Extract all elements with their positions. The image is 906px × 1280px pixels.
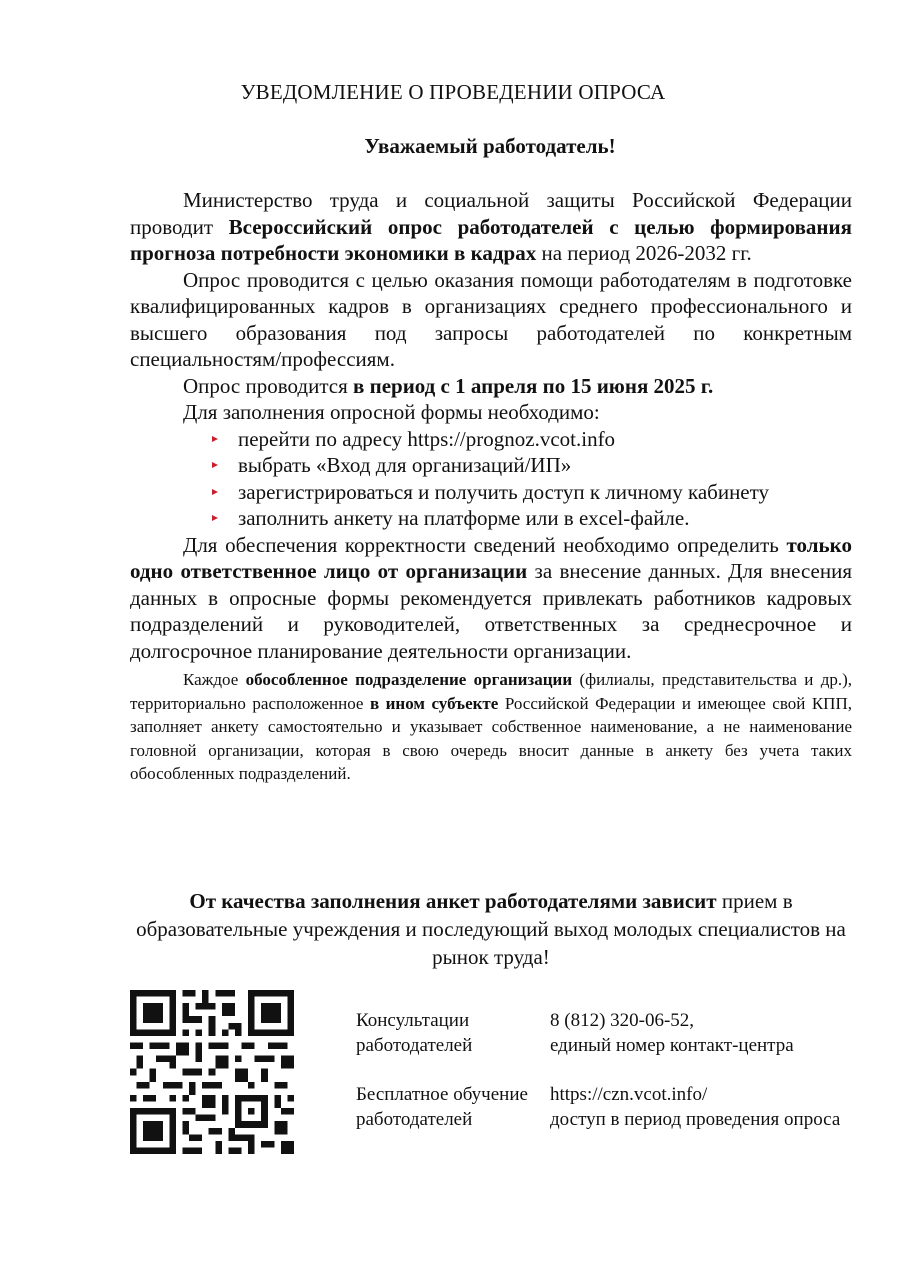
red-triangle-bullet-icon [212,489,218,495]
branches-text-3: Российской Федерации и имеющее свой КПП, заполняет анкету самостоятельно и указывает собственное наименование, а не наименование головной организации, которая в свою очередь вносит данные в анкету без учета таких обособленных подразделений. [130,693,852,783]
paragraph-purpose: Опрос проводится с целью оказания помощи работодателям в подготовке квалифицированных кадров в организациях среднего профессионального и высшего образования под запросы работодателей по конкретным специальностям/профессиям. [130,267,852,371]
red-triangle-bullet-icon [212,436,218,442]
step-text: выбрать «Вход для организаций/ИП» [238,453,572,477]
greeting: Уважаемый работодатель! [364,134,616,158]
paragraph-branches [130,668,852,786]
red-triangle-bullet-icon [212,462,218,468]
red-triangle-bullet-icon [212,515,218,521]
contact-value [550,1082,842,1132]
paragraph-dates [130,373,852,400]
step-text: зарегистрироваться и получить доступ к личному кабинету [238,479,770,504]
quality-note-text: прием в образовательные учреждения и последующий выход молодых специалистов на рынок труда! [136,889,846,969]
list-item [212,426,852,453]
qr-code-icon [130,990,294,1154]
responsible-text: Для обеспечения корректности сведений необходимо определить [183,532,787,557]
contact-row [356,1082,856,1132]
intro-text: Министерство труда и социальной защиты Российской Федерации проводит [130,188,852,239]
notice-body [130,187,852,786]
dates-bold: в период с 1 апреля по 15 июня 2025 г. [353,373,714,398]
contact-label: Консультации работодателей [356,1010,473,1056]
quality-note-bold: От качества заполнения анкет работодателями зависит [189,889,717,913]
list-item [212,452,852,479]
list-item [212,479,852,506]
contact-row [356,1008,856,1058]
paragraph-steps-intro: Для заполнения опросной формы необходимо: [183,400,600,424]
list-item [212,505,852,532]
branches-text: Каждое [183,670,246,689]
quality-note [130,887,852,971]
branches-bold-2: в ином субъекте [369,693,499,713]
intro-period: на период 2026-2032 гг. [536,241,752,265]
dates-text: Опрос проводится [183,373,353,398]
contact-label: Бесплатное обучение работодателей [356,1084,528,1130]
training-access-text: доступ в период проведения опроса [550,1109,841,1130]
page-title: УВЕДОМЛЕНИЕ О ПРОВЕДЕНИИ ОПРОСА [240,80,666,104]
step-text: перейти по адресу https://prognoz.vcot.info [238,426,616,451]
phone-number: 8 (812) 320-06-52, [550,1010,695,1031]
contact-value [550,1008,842,1058]
contacts-block [356,1008,856,1132]
training-url[interactable]: https://czn.vcot.info/ [550,1084,708,1105]
step-text: заполнить анкету на платформе или в excel-файле. [238,506,690,530]
steps-list [130,426,852,532]
intro-bold: Всероссийский опрос работодателей с целью формирования прогноза потребности экономики в кадрах [130,214,852,265]
branches-text-2: (филиалы, представительства и др.), территориально расположенное [130,670,853,713]
responsible-bold: только одно ответственное лицо от организации [130,532,852,583]
paragraph-responsible [130,532,852,665]
contact-center-text: единый номер контакт-центра [550,1035,794,1056]
paragraph-intro [130,187,852,267]
branches-bold: обособленное подразделение организации [245,670,573,689]
responsible-text-rest: за внесение данных. Для внесения данных в опросные формы рекомендуется привлекать работников кадровых подразделений и руководителей, ответственных за среднесрочное и долгосрочное планирование деятельности организации. [130,559,852,663]
